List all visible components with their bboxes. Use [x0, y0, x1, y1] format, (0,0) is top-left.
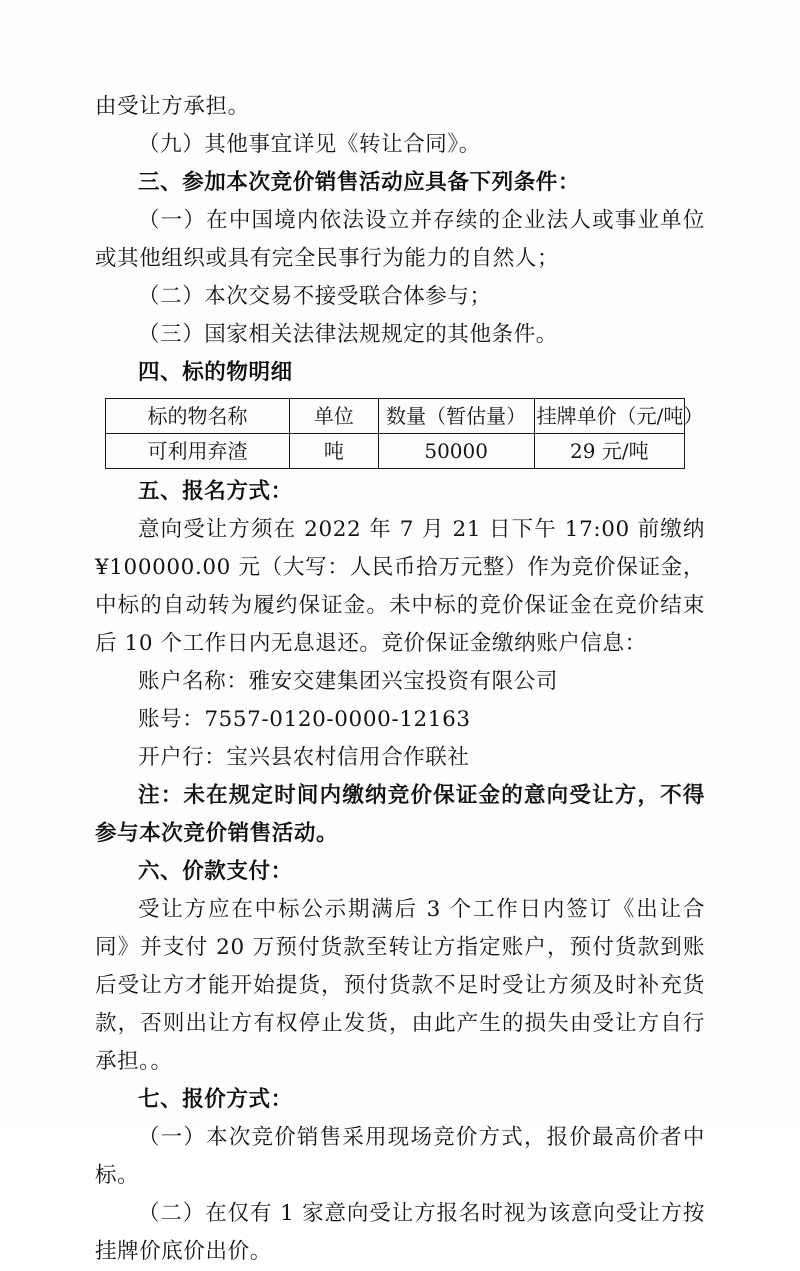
table-header-name: 标的物名称: [106, 399, 290, 434]
section-7-heading: 七、报价方式：: [138, 1087, 293, 1112]
section-3-item-2: （二）本次交易不接受联合体参与；: [138, 284, 492, 309]
bank-value: 宝兴县农村信用合作联社: [226, 745, 470, 770]
paragraph-continued: 由受让方承担。: [95, 94, 250, 119]
section-7-item-2: （二）在仅有 1 家意向受让方报名时视为该意向受让方按挂牌价底价出价。: [95, 1201, 705, 1264]
section-6-paragraph: 受让方应在中标公示期满后 3 个工作日内签订《出让合同》并支付 20 万预付货款至转让方指定账户，预付货款到账后受让方才能开始提货，预付货款不足时受让方须及时补充货款，否则出让方有权停止发货，由此产生的损失由受让方自行承担。。: [95, 897, 705, 1074]
account-name-line: [95, 663, 705, 701]
clause-nine: （九）其他事宜详见《转让合同》。: [138, 132, 481, 157]
account-number-label: 账号：: [138, 707, 205, 732]
section-3-item-3: （三）国家相关法律法规规定的其他条件。: [138, 322, 558, 347]
table-header-row: [106, 399, 685, 434]
section-3-heading: 三、参加本次竞价销售活动应具备下列条件：: [138, 170, 581, 195]
goods-detail-table: [105, 398, 704, 469]
table-header-price: 挂牌单价（元/吨）: [534, 399, 684, 434]
cell-name: 可利用弃渣: [106, 434, 290, 469]
bank-line: [95, 739, 705, 777]
bank-label: 开户行：: [138, 745, 227, 770]
account-name-label: 账户名称：: [138, 669, 249, 694]
account-name-value: 雅安交建集团兴宝投资有限公司: [248, 669, 558, 694]
table-row: [106, 434, 685, 469]
document-body: [95, 88, 705, 1271]
section-3-item-1: （一）在中国境内依法设立并存续的企业法人或事业单位或其他组织或具有完全民事行为能力的自然人；: [95, 208, 705, 271]
section-4-heading: 四、标的物明细: [138, 360, 293, 385]
cell-unit: 吨: [289, 434, 378, 469]
section-7-item-1: （一）本次竞价销售采用现场竞价方式，报价最高价者中标。: [95, 1125, 705, 1188]
table-header-unit: 单位: [289, 399, 378, 434]
cell-price: 29 元/吨: [534, 434, 684, 469]
section-5-note: 注：未在规定时间内缴纳竞价保证金的意向受让方，不得参与本次竞价销售活动。: [95, 783, 705, 846]
account-number-value: 7557-0120-0000-12163: [204, 707, 471, 732]
table-header-quantity: 数量（暂估量）: [378, 399, 534, 434]
section-5-heading: 五、报名方式：: [138, 479, 293, 504]
cell-quantity: 50000: [378, 434, 534, 469]
section-5-paragraph: 意向受让方须在 2022 年 7 月 21 日下午 17:00 前缴纳 ¥100000.00 元（大写：人民币拾万元整）作为竞价保证金，中标的自动转为履约保证金。未中标的竞价保证金在竞价结束后 10 个工作日内无息退还。竞价保证金缴纳账户信息：: [95, 517, 705, 656]
account-number-line: [95, 701, 705, 739]
section-6-heading: 六、价款支付：: [138, 859, 293, 884]
